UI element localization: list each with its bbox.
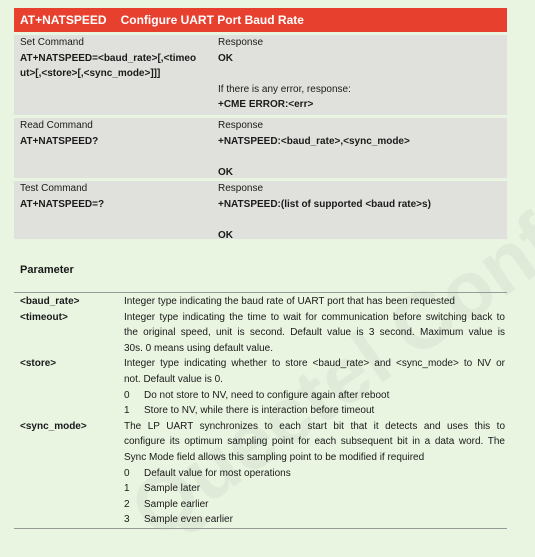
response-line bbox=[218, 66, 498, 82]
parameter-name: <baud_rate> bbox=[20, 296, 80, 307]
response-line: +CME ERROR:<err> bbox=[218, 99, 314, 111]
parameter-description bbox=[124, 419, 505, 528]
response-cell bbox=[218, 118, 498, 180]
command-line: Set Command bbox=[20, 37, 84, 48]
divider-bottom bbox=[14, 528, 507, 529]
command-table bbox=[14, 35, 507, 242]
response-cell bbox=[218, 35, 498, 113]
command-line: ut>[,<store>[,<sync_mode>]]] bbox=[20, 68, 161, 80]
response-line: OK bbox=[218, 166, 233, 178]
option-text: Sample later bbox=[144, 483, 201, 495]
option-value: 0 bbox=[124, 467, 130, 479]
option-text: Sample even earlier bbox=[144, 514, 233, 526]
command-cell bbox=[20, 35, 210, 82]
parameter-option bbox=[124, 388, 505, 404]
command-row bbox=[14, 181, 507, 239]
response-cell bbox=[218, 181, 498, 243]
response-line bbox=[218, 149, 498, 165]
command-line: Test Command bbox=[20, 183, 88, 194]
option-value: 2 bbox=[124, 498, 130, 510]
command-title-bar bbox=[14, 8, 507, 32]
description-line: the original speed, unit is second. Default value is 3 second. Maximum value is bbox=[124, 327, 505, 339]
response-line: +NATSPEED:(list of supported <baud rate>s) bbox=[218, 198, 431, 210]
response-line: If there is any error, response: bbox=[218, 83, 351, 95]
description-line: not. Default value is 0. bbox=[124, 373, 223, 385]
response-line: Response bbox=[218, 183, 264, 194]
parameter-name: <timeout> bbox=[20, 311, 68, 323]
parameter-option bbox=[124, 403, 505, 419]
option-text: Sample earlier bbox=[144, 498, 209, 510]
description-line: 30s. 0 means using default value. bbox=[124, 342, 273, 354]
parameter-name: <sync_mode> bbox=[20, 420, 87, 432]
description-line: Sync Mode field allows this sampling point to be modified if required bbox=[124, 451, 425, 463]
title-description: Configure UART Port Baud Rate bbox=[120, 13, 304, 27]
command-line: AT+NATSPEED? bbox=[20, 135, 99, 147]
command-row bbox=[14, 35, 507, 115]
command-line: AT+NATSPEED=<baud_rate>[,<timeo bbox=[20, 52, 197, 64]
option-text: Default value for most operations bbox=[144, 467, 291, 479]
parameter-description bbox=[124, 356, 505, 418]
response-line: +NATSPEED:<baud_rate>,<sync_mode> bbox=[218, 135, 410, 147]
description-line: configure its optimum sampling point for each subsequent bit in a data word. The bbox=[124, 436, 505, 448]
option-text: Do not store to NV, need to configure again after reboot bbox=[144, 389, 390, 401]
command-row bbox=[14, 118, 507, 178]
response-line: Response bbox=[218, 120, 264, 131]
title-command: AT+NATSPEED bbox=[20, 13, 107, 27]
parameter-heading: Parameter bbox=[20, 264, 74, 276]
response-line bbox=[218, 212, 498, 228]
response-line: OK bbox=[218, 229, 233, 241]
option-value: 3 bbox=[124, 514, 130, 526]
command-cell bbox=[20, 118, 210, 149]
command-line: Read Command bbox=[20, 120, 93, 131]
parameter-description bbox=[124, 294, 505, 310]
option-text: Store to NV, while there is interaction before timeout bbox=[144, 405, 375, 417]
description-line: Integer type indicating the time to wait for communication before switching back to bbox=[124, 311, 505, 323]
description-line: Integer type indicating whether to store <baud_rate> and <sync_mode> to NV or bbox=[124, 358, 505, 370]
description-line: The LP UART synchronizes to each start bit that it detects and uses this to bbox=[124, 420, 505, 432]
parameter-description bbox=[124, 310, 505, 357]
parameter-option bbox=[124, 466, 505, 482]
command-cell bbox=[20, 181, 210, 212]
parameter-option bbox=[124, 497, 505, 513]
option-value: 0 bbox=[124, 389, 130, 401]
parameter-name: <store> bbox=[20, 358, 57, 370]
command-line: AT+NATSPEED=? bbox=[20, 198, 105, 210]
option-value: 1 bbox=[124, 483, 130, 495]
parameter-option bbox=[124, 481, 505, 497]
option-value: 1 bbox=[124, 405, 130, 417]
response-line: OK bbox=[218, 52, 233, 64]
parameter-option bbox=[124, 512, 505, 528]
response-line: Response bbox=[218, 37, 264, 48]
description-line: Integer type indicating the baud rate of UART port that has been requested bbox=[124, 296, 455, 307]
divider-top bbox=[14, 292, 507, 293]
